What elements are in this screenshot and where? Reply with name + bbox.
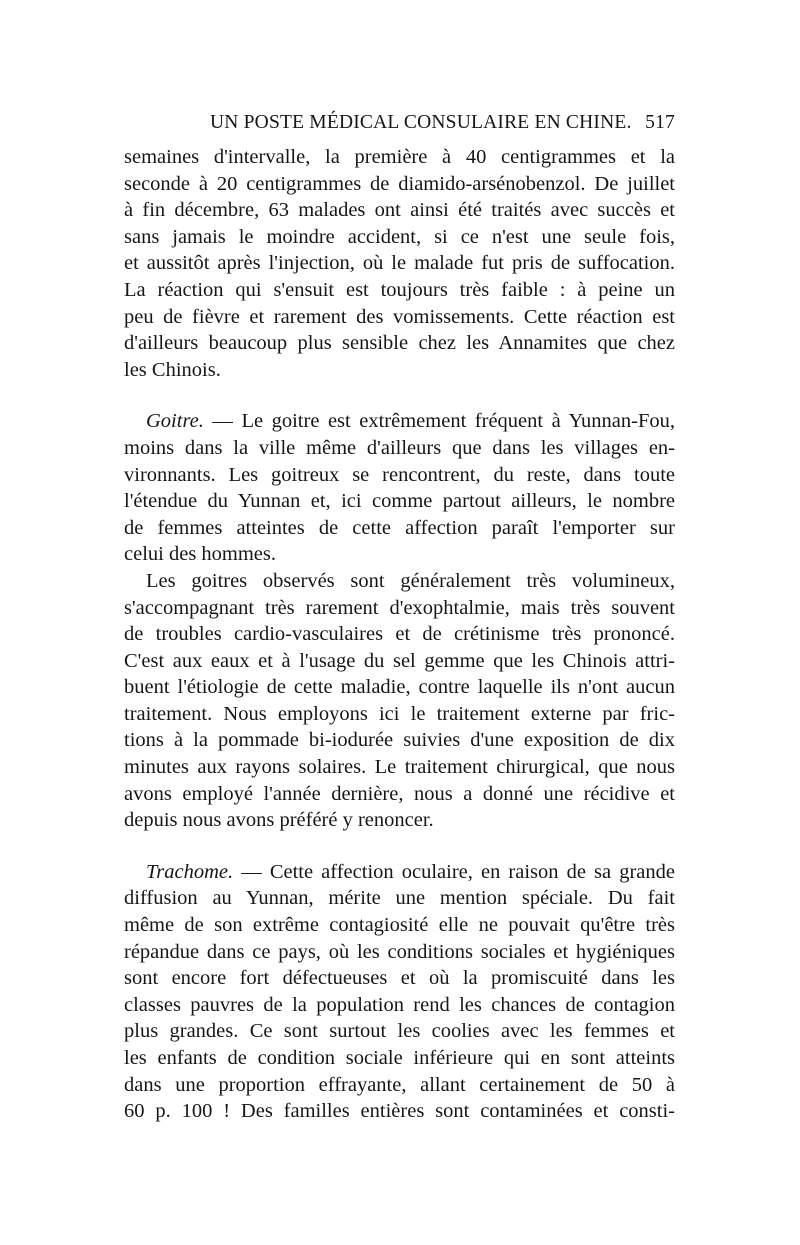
- text-line: s'accompagnant très rarement d'exophtalmie, mais très souvent: [124, 596, 675, 619]
- text-run: — Cette affection oculaire, en raison de sa grande: [233, 860, 675, 883]
- running-title: UN POSTE MÉDICAL CONSULAIRE EN CHINE.: [210, 112, 632, 133]
- text-line: d'ailleurs beaucoup plus sensible chez les Annamites que chez: [124, 332, 675, 355]
- text-line: [124, 859, 675, 886]
- text-line: avons employé l'année dernière, nous a donné une récidive et: [124, 782, 675, 805]
- book-page: [124, 112, 675, 1125]
- text-line: C'est aux eaux et à l'usage du sel gemme que les Chinois attri-: [124, 649, 675, 672]
- text-line: les Chinois.: [124, 358, 221, 381]
- running-header: [124, 112, 675, 144]
- text-line: seconde à 20 centigrammes de diamido-arsénobenzol. De juillet: [124, 172, 675, 195]
- text-line: diffusion au Yunnan, mérite une mention spéciale. Du fait: [124, 887, 675, 910]
- text-line: buent l'étiologie de cette maladie, contre laquelle ils n'ont aucun: [124, 676, 675, 699]
- text-line: à fin décembre, 63 malades ont ainsi été traités avec succès et: [124, 199, 675, 222]
- text-line: sont encore fort défectueuses et où la promiscuité dans les: [124, 967, 675, 990]
- text-line: de femmes atteintes de cette affection paraît l'emporter sur: [124, 516, 675, 539]
- text-line: La réaction qui s'ensuit est toujours très faible : à peine un: [124, 278, 675, 301]
- section-gap: [124, 834, 675, 859]
- text-line: les enfants de condition sociale inférieure qui en sont atteints: [124, 1047, 675, 1069]
- paragraph-arsenobenzol: [124, 144, 675, 383]
- section-heading-trachome: Trachome.: [146, 860, 234, 883]
- section-goitre: [124, 408, 675, 834]
- text-line: dans une proportion effrayante, allant certainement de 50 à: [124, 1073, 675, 1096]
- text-line: et aussitôt après l'injection, où le malade fut pris de suffocation.: [124, 252, 675, 275]
- text-line: de troubles cardio-vasculaires et de crétinisme très prononcé.: [124, 623, 675, 646]
- text-line: peu de fièvre et rarement des vomissements. Cette réaction est: [124, 305, 675, 328]
- text-line: classes pauvres de la population rend les chances de contagion: [124, 993, 675, 1016]
- text-line: semaines d'intervalle, la première à 40 centigrammes et la: [124, 146, 675, 168]
- text-line: l'étendue du Yunnan et, ici comme partout ailleurs, le nombre: [124, 490, 675, 513]
- text-line: [124, 408, 675, 435]
- text-line: 60 p. 100 ! Des familles entières sont contaminées et consti-: [124, 1100, 675, 1123]
- section-trachome: [124, 859, 675, 1125]
- text-run: — Le goitre est extrêmement fréquent à Yunnan-Fou,: [203, 410, 675, 433]
- text-line: traitement. Nous employons ici le traitement externe par fric-: [124, 702, 675, 725]
- text-line: Les goitres observés sont généralement très volumineux,: [146, 569, 675, 592]
- text-line: moins dans la ville même d'ailleurs que dans les villages en-: [124, 436, 675, 459]
- section-gap: [124, 383, 675, 408]
- text-line: plus grandes. Ce sont surtout les coolies avec les femmes et: [124, 1020, 675, 1043]
- text-line: sans jamais le moindre accident, si ce n'est une seule fois,: [124, 225, 675, 248]
- text-line: répandue dans ce pays, où les conditions sociales et hygiéniques: [124, 940, 675, 963]
- text-line: celui des hommes.: [124, 543, 277, 566]
- text-line: tions à la pommade bi-iodurée suivies d'une exposition de dix: [124, 729, 675, 752]
- text-line: depuis nous avons préféré y renoncer.: [124, 809, 434, 832]
- page-number: 517: [645, 112, 675, 133]
- text-line: vironnants. Les goitreux se rencontrent, du reste, dans toute: [124, 463, 675, 486]
- text-line: minutes aux rayons solaires. Le traitement chirurgical, que nous: [124, 756, 675, 779]
- section-heading-goitre: Goitre.: [146, 410, 204, 433]
- text-line: même de son extrême contagiosité elle ne pouvait qu'être très: [124, 914, 675, 937]
